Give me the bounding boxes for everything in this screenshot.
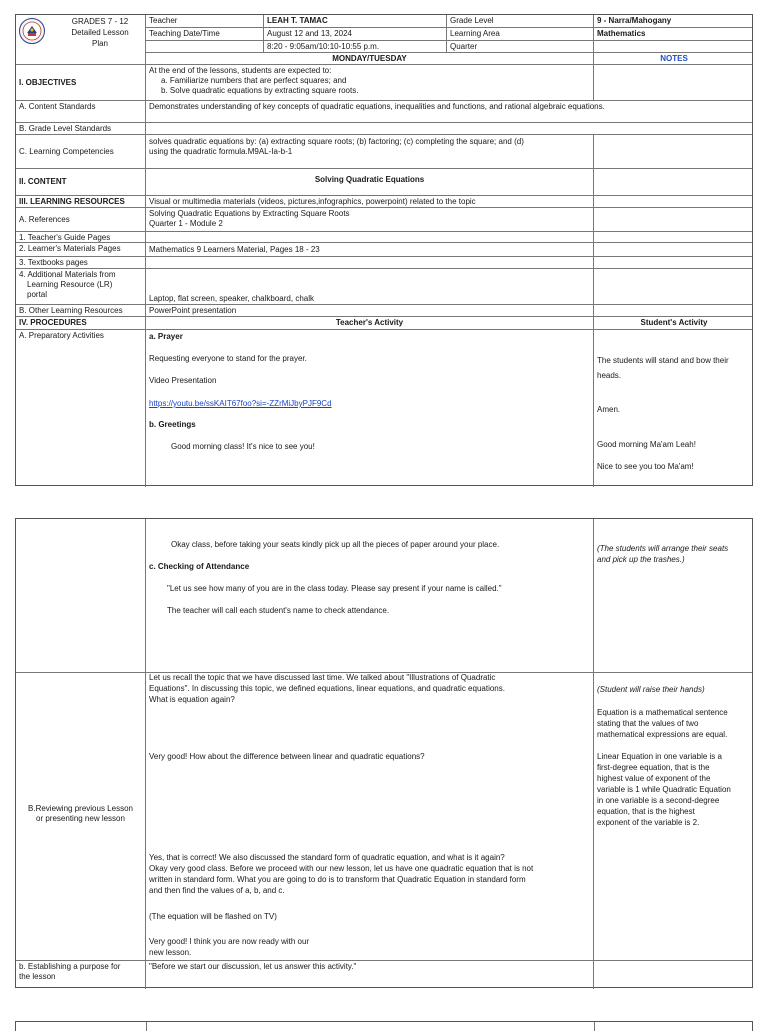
continued-student-cell xyxy=(594,519,754,672)
notes-cell xyxy=(594,305,754,316)
student-amen: Amen. xyxy=(597,405,621,414)
learning-area-value: Mathematics xyxy=(597,29,646,38)
purpose-text: "Before we start our discussion, let us answer this activity." xyxy=(146,961,594,989)
notes-cell xyxy=(594,961,754,989)
grade-level-label: Grade Level xyxy=(447,15,594,27)
references-row xyxy=(16,208,752,232)
empty-cell xyxy=(16,519,146,672)
grades-label: GRADES 7 - 12 xyxy=(71,17,129,26)
student-activity-header: Student's Activity xyxy=(640,318,708,327)
preparatory-row xyxy=(16,330,752,487)
notes-cell xyxy=(594,269,754,304)
continued-preparatory-row xyxy=(16,519,752,673)
notes-cell xyxy=(594,257,754,268)
additional-materials-row xyxy=(16,269,752,305)
doc-title-line2: Plan xyxy=(91,39,108,48)
prayer-heading: a. Prayer xyxy=(149,332,183,341)
textbooks-value xyxy=(146,257,594,268)
time-value: 8:20 - 9:05am/10:10-10:55 p.m. xyxy=(264,41,447,52)
learning-competencies-cell xyxy=(146,135,594,168)
other-resources-row xyxy=(16,305,752,317)
teaching-date-label: Teaching Date/Time xyxy=(146,28,264,40)
grade-level-standards-row xyxy=(16,123,752,135)
purpose-label-line1: b. Establishing a purpose for xyxy=(19,962,121,971)
student-stand-line1: The students will stand and bow their xyxy=(597,356,729,365)
greetings-text: Good morning class! It's nice to see you! xyxy=(171,442,315,451)
learning-resources-value: Visual or multimedia materials (videos, pictures,infographics, powerpoint) related to the topic xyxy=(146,196,594,207)
student-lin-line4: variable is 1 while Quadratic Equation xyxy=(597,785,731,794)
preparatory-teacher-cell xyxy=(146,330,594,487)
standard-line3: written in standard form. What you are going to do is to transform that Quadratic Equation in standard form xyxy=(149,875,526,884)
lesson-plan-page-1 xyxy=(15,14,753,486)
objective-b: b. Solve quadratic equations by extracting square roots. xyxy=(161,86,359,95)
reviewing-row xyxy=(16,673,752,961)
student-eq-line3: mathematical expressions are equal. xyxy=(597,730,728,739)
difference-text: Very good! How about the difference between linear and quadratic equations? xyxy=(149,752,425,761)
recall-line3: What is equation again? xyxy=(149,695,235,704)
learning-resources-row xyxy=(16,196,752,208)
grade-level-standards-label: B. Grade Level Standards xyxy=(16,123,146,134)
references-label: A. References xyxy=(16,208,146,231)
attendance-quote: "Let us see how many of you are in the class today. Please say present if your name is called." xyxy=(167,584,502,593)
doc-title-line1: Detailed Lesson xyxy=(71,28,129,37)
ready-line1: Very good! I think you are now ready with our xyxy=(149,937,310,946)
student-nice: Nice to see you too Ma'am! xyxy=(597,462,694,471)
competency-line1: solves quadratic equations by: (a) extracting square roots; (b) factoring; (c) completing the square; and (d) xyxy=(149,137,524,146)
preparatory-student-cell xyxy=(594,330,754,487)
additional-materials-value: Laptop, flat screen, speaker, chalkboard, chalk xyxy=(146,269,594,304)
greetings-heading: b. Greetings xyxy=(149,420,196,429)
content-value: Solving Quadratic Equations xyxy=(146,169,594,195)
student-seats-line2: and pick up the trashes.) xyxy=(597,555,685,564)
student-greeting: Good morning Ma'am Leah! xyxy=(597,440,696,449)
quarter-value xyxy=(594,41,754,52)
student-seats-line1: (The students will arrange their seats xyxy=(597,544,729,553)
teaching-date-value: August 12 and 13, 2024 xyxy=(264,28,447,40)
notes-cell xyxy=(594,232,754,242)
student-eq-line1: Equation is a mathematical sentence xyxy=(597,708,728,717)
standard-line2: Okay very good class. Before we proceed with our new lesson, let us have one quadratic equation that is not xyxy=(149,864,534,873)
objective-a: a. Familiarize numbers that are perfect squares; and xyxy=(161,76,347,85)
teachers-guide-value xyxy=(146,232,594,242)
content-standards-row xyxy=(16,101,752,123)
review-teacher-cell xyxy=(146,673,594,960)
student-raise: (Student will raise their hands) xyxy=(597,685,705,694)
procedures-label: IV. PROCEDURES xyxy=(16,317,146,329)
learning-competencies-label: C. Learning Competencies xyxy=(16,135,146,168)
review-label-cell xyxy=(16,673,146,960)
learning-resources-label: III. LEARNING RESOURCES xyxy=(16,196,146,207)
student-lin-line1: Linear Equation in one variable is a xyxy=(597,752,722,761)
lesson-plan-page-2 xyxy=(15,518,753,988)
notes-cell xyxy=(594,243,754,256)
objectives-label: I. OBJECTIVES xyxy=(16,65,146,100)
recall-line1: Let us recall the topic that we have discussed last time. We talked about "Illustrations of Quadratic xyxy=(149,673,496,682)
content-row xyxy=(16,169,752,196)
student-lin-line6: equation, that is the highest xyxy=(597,807,695,816)
notes-cell xyxy=(594,208,754,231)
notes-cell xyxy=(594,65,754,100)
teachers-guide-label: 1. Teacher's Guide Pages xyxy=(16,232,146,242)
other-resources-value: PowerPoint presentation xyxy=(146,305,594,316)
teacher-value: LEAH T. TAMAC xyxy=(264,15,447,27)
attendance-heading: c. Checking of Attendance xyxy=(149,562,250,571)
school-header-cell xyxy=(16,15,146,65)
seats-text: Okay class, before taking your seats kindly pick up all the pieces of paper around your place. xyxy=(171,540,500,549)
ready-line2: new lesson. xyxy=(149,948,192,957)
textbooks-label: 3. Textbooks pages xyxy=(16,257,146,268)
learners-materials-value: Mathematics 9 Learners Material, Pages 18 - 23 xyxy=(146,243,594,256)
video-link[interactable]: https://youtu.be/ssKAIT67foo?si=-ZZrMiJbyPJF9Cd xyxy=(149,399,332,408)
grade-level-standards-value xyxy=(146,123,754,134)
additional-materials-label-line3: portal xyxy=(27,290,48,299)
objectives-row xyxy=(16,65,752,101)
other-resources-label: B. Other Learning Resources xyxy=(16,305,146,316)
purpose-row xyxy=(16,961,752,989)
quarter-label: Quarter xyxy=(447,41,594,52)
notes-cell xyxy=(594,169,754,195)
student-stand-line2: heads. xyxy=(597,371,622,380)
additional-materials-label-line2: Learning Resource (LR) xyxy=(27,280,113,289)
objectives-intro: At the end of the lessons, students are expected to: xyxy=(149,66,332,75)
student-lin-line7: exponent of the variable is 2. xyxy=(597,818,700,827)
notes-header: NOTES xyxy=(660,54,688,63)
teachers-guide-row xyxy=(16,232,752,243)
learners-materials-row xyxy=(16,243,752,257)
content-standards-value: Demonstrates understanding of key concepts of quadratic equations, inequalities and functions, and rational algebraic equations. xyxy=(149,102,605,111)
references-line1: Solving Quadratic Equations by Extracting Square Roots xyxy=(149,209,350,218)
content-label: II. CONTENT xyxy=(16,169,146,195)
teacher-label: Teacher xyxy=(146,15,264,27)
grade-level-value: 9 - Narra/Mahogany xyxy=(597,16,672,25)
student-lin-line3: highest value of exponent of the xyxy=(597,774,711,783)
purpose-label-cell xyxy=(16,961,146,989)
prayer-text: Requesting everyone to stand for the prayer. xyxy=(149,354,307,363)
continued-teacher-cell xyxy=(146,519,594,672)
notes-cell xyxy=(594,135,754,168)
preparatory-label: A. Preparatory Activities xyxy=(16,330,146,487)
additional-materials-label-cell xyxy=(16,269,146,304)
purpose-label-line2: the lesson xyxy=(19,972,56,981)
notes-cell xyxy=(594,196,754,207)
procedures-header-row xyxy=(16,317,752,330)
competency-line2: using the quadratic formula.M9AL-Ia-b-1 xyxy=(149,147,293,156)
teacher-activity-header: Teacher's Activity xyxy=(146,317,594,329)
student-eq-line2: stating that the values of two xyxy=(597,719,699,728)
textbooks-row xyxy=(16,257,752,269)
references-cell xyxy=(146,208,594,231)
video-label: Video Presentation xyxy=(149,376,217,385)
objectives-cell xyxy=(146,65,594,100)
standard-line4: and then find the values of a, b, and c. xyxy=(149,886,285,895)
flashed-text: (The equation will be flashed on TV) xyxy=(149,912,277,921)
empty-cell xyxy=(146,41,264,52)
review-label-line1: B.Reviewing previous Lesson xyxy=(28,804,133,813)
student-lin-line2: first-degree equation, that is the xyxy=(597,763,710,772)
day-value: MONDAY/TUESDAY xyxy=(146,53,594,64)
lesson-plan-page-3-edge xyxy=(15,1021,753,1031)
standard-line1: Yes, that is correct! We also discussed the standard form of quadratic equation, and what is it again? xyxy=(149,853,505,862)
additional-materials-label-line1: 4. Additional Materials from xyxy=(19,270,116,279)
review-label-line2: or presenting new lesson xyxy=(36,814,125,823)
review-student-cell xyxy=(594,673,754,960)
student-lin-line5: in one variable is a second-degree xyxy=(597,796,720,805)
content-standards-label: A. Content Standards xyxy=(16,101,146,122)
deped-seal-icon xyxy=(19,18,45,44)
references-line2: Quarter 1 - Module 2 xyxy=(149,219,223,228)
learning-competencies-row xyxy=(16,135,752,169)
recall-line2: Equations". In discussing this topic, we defined equations, linear equations, and quadratic equations. xyxy=(149,684,505,693)
learners-materials-label: 2. Learner's Materials Pages xyxy=(16,243,146,256)
attendance-text: The teacher will call each student's name to check attendance. xyxy=(167,606,390,615)
learning-area-label: Learning Area xyxy=(447,28,594,40)
